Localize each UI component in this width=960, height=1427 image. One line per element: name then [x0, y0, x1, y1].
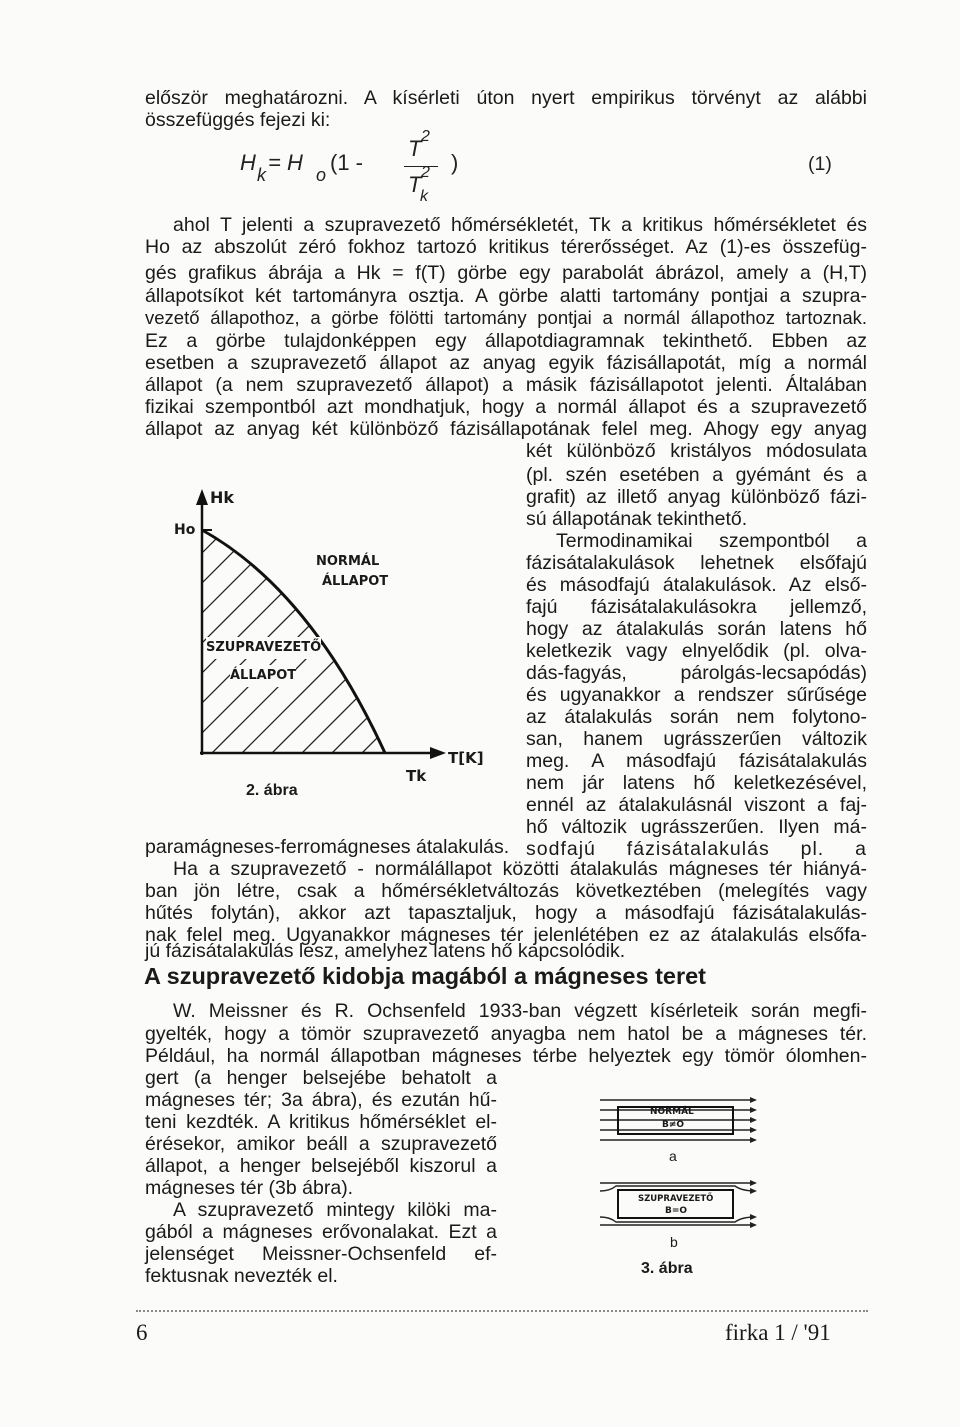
body-line-6: Ez a görbe tulajdonképpen egy állapotdiagramnak tekinthető. Ebben az	[145, 330, 867, 352]
right-line-8: fajú fázisátalakulásokra jellemző,	[526, 596, 867, 618]
right-line-14: san, hanem ugrásszerűen változik	[526, 728, 867, 750]
body-line-8: állapot (a nem szupravezető állapot) a másik fázisállapotot jelenti. Általában	[145, 374, 867, 396]
fig3-caption: 3. ábra	[641, 1260, 693, 1277]
fig2-x-label: T[K]	[448, 749, 484, 767]
intro-line-2: összefüggés fejezi ki:	[145, 109, 331, 131]
meissner-left-7: A szupravezető mintegy kilöki ma-	[173, 1199, 497, 1221]
formula-lhs-sub: k	[257, 165, 266, 185]
body-line-1: ahol T jelenti a szupravezető hőmérsékletét, Tk a kritikus hőmérsékletet és	[173, 214, 867, 236]
right-line-13: az átalakulás során nem folytono-	[526, 706, 867, 728]
meissner-left-8: gából a mágneses erővonalakat. Ezt a	[145, 1221, 497, 1243]
right-line-1: két különböző kristályos módosulata	[526, 440, 867, 462]
formula-number: (1)	[808, 153, 832, 175]
formula-den-sub: k	[420, 188, 428, 205]
right-line-9: hogy az átalakulás során latens hő	[526, 618, 867, 640]
right-line-7: és másodfajú átalakulások. Az első-	[526, 574, 867, 596]
fig3-b-label: SZUPRAVEZETŐ	[638, 1194, 714, 1204]
formula-numerator: T	[408, 136, 422, 161]
after-line-5: nak felel meg. Ugyanakkor mágneses tér jelenlétében ez az átalakulás elsőfa-	[145, 924, 867, 946]
after-line-3: ban jön létre, csak a hőmérsékletváltozás következtében (melegítés vagy	[145, 880, 867, 902]
meissner-left-10: fektusnak nevezték el.	[145, 1265, 338, 1287]
body-line-3: gés grafikus ábrája a Hk = f(T) görbe egy parabolát ábrázol, amely a (H,T)	[145, 262, 867, 284]
intro-line-1: először meghatározni. A kísérleti úton nyert empirikus törvényt az alábbi	[145, 87, 867, 109]
after-line-2: Ha a szupravezető - normálállapot közötti átalakulás mágneses tér hiányá-	[173, 858, 867, 880]
formula-paren-close: )	[451, 150, 459, 175]
body-line-4: állapotsíkot két tartományra osztja. A görbe alatti tartomány pontjai a szupra-	[145, 285, 867, 307]
right-line-19: sodfajú fázisátalakulás pl. a	[526, 838, 867, 860]
right-line-18: hő változik ugrásszerűen. Ilyen má-	[526, 816, 867, 838]
after-line-6: jú fázisátalakulás lesz, amelyhez latens hő kapcsolódik.	[145, 940, 626, 962]
formula-lhs: H	[240, 150, 256, 175]
figure-2	[170, 475, 510, 805]
formula-eq: = H	[268, 150, 303, 175]
section-heading: A szupravezető kidobja magából a mágneses teret	[144, 963, 707, 989]
fig3-b-letter: b	[670, 1234, 678, 1250]
formula-num-sup: 2	[421, 128, 430, 145]
label-backdrop	[330, 623, 358, 635]
right-line-5: Termodinamikai szempontból a	[556, 530, 867, 552]
fig2-tk-label: Tk	[406, 767, 427, 785]
right-line-11: dás-fagyás, párolgás-lecsapódás)	[526, 662, 867, 684]
fig2-h0-label: Ho	[174, 522, 196, 538]
footer-divider	[136, 1310, 868, 1312]
fig2-super-label-2: ÁLLAPOT	[230, 665, 296, 687]
fig2-normal-label-2: ÁLLAPOT	[322, 574, 389, 589]
after-line-1: paramágneses-ferromágneses átalakulás.	[145, 836, 510, 858]
meissner-line-3: Például, ha normál állapotban mágneses térbe helyeztek egy tömör ólomhen-	[145, 1045, 867, 1067]
fig3-a-field: B≠O	[662, 1120, 685, 1130]
fig3-a-label: NORMÁL	[650, 1107, 694, 1117]
fig2-normal-label-1: NORMÁL	[316, 554, 380, 569]
fig2-super-label-1: SZUPRAVEZETŐ	[206, 637, 321, 659]
right-line-15: meg. A másodfajú fázisátalakulás	[526, 750, 867, 772]
right-line-16: nem jár latens hő keletkezésével,	[526, 772, 867, 794]
formula-h0-sub: o	[316, 165, 327, 185]
meissner-left-6: mágneses tér (3b ábra).	[145, 1177, 354, 1199]
right-line-17: ennél az átalakulásnál viszont a faj-	[526, 794, 867, 816]
right-line-2: (pl. szén esetében a gyémánt és a	[526, 464, 867, 486]
right-line-4: sú állapotának tekinthető.	[526, 508, 748, 530]
meissner-left-2: mágneses tér; 3a ábra), és ezután hű-	[145, 1089, 497, 1111]
body-line-5: vezető állapothoz, a görbe fölötti tartomány pontjai a normál állapothoz tartoznak.	[145, 307, 867, 328]
right-line-10: keletkezik vagy elnyelődik (pl. olva-	[526, 640, 867, 662]
body-line-2: Ho az abszolút zéró fokhoz tartozó kritikus térerősséget. Az (1)-es összefüg-	[145, 236, 867, 258]
meissner-left-1: gert (a henger belsejébe behatolt a	[145, 1067, 497, 1089]
page-number: 6	[136, 1320, 148, 1345]
formula-den-sup: 2	[421, 164, 430, 181]
x-axis-arrow	[430, 747, 446, 759]
fig2-caption: 2. ábra	[246, 782, 298, 799]
body-line-9: fizikai szempontból azt mondhatjuk, hogy a normál állapot és a szupravezető	[145, 396, 867, 418]
meissner-line-1: W. Meissner és R. Ochsenfeld 1933-ban végzett kísérleteik során megfi-	[173, 1000, 867, 1022]
right-line-6: fázisátalakulások lehetnek elsőfajú	[526, 552, 867, 574]
fig3-b-field: B=O	[665, 1206, 688, 1216]
body-line-7: esetben a szupravezető állapot az anyag egyik fázisállapotát, míg a normál	[145, 352, 867, 374]
journal-issue: firka 1 / '91	[725, 1320, 831, 1345]
right-line-12: és ugyanakkor a rendszer sűrűsége	[526, 684, 867, 706]
meissner-left-9: jelenséget Meissner-Ochsenfeld ef-	[145, 1243, 497, 1265]
fig2-y-label: Hk	[210, 488, 235, 507]
right-line-3: grafit) az illető anyag különböző fázi-	[526, 486, 867, 508]
meissner-line-2: gyelték, hogy a tömör szupravezető anyagba nem hatol be a mágneses tér.	[145, 1023, 867, 1045]
field-arrows-a	[750, 1097, 757, 1143]
formula-paren-open: (1 -	[330, 150, 363, 175]
meissner-left-3: teni kezdték. A kritikus hőmérséklet el-	[145, 1111, 497, 1133]
formula-denominator: T	[408, 172, 422, 197]
figure-3	[590, 1090, 770, 1310]
y-axis-arrow	[196, 489, 208, 505]
meissner-left-5: állapot, a henger belsejéből kiszorul a	[145, 1155, 497, 1177]
body-line-10: állapot az anyag két különböző fázisállapotának felel meg. Ahogy egy anyag	[145, 418, 867, 440]
meissner-left-4: érésekor, amikor beáll a szupravezető	[145, 1133, 497, 1155]
after-line-4: hűtés folytán), akkor azt tapasztaljuk, hogy a másodfajú fázisátalakulás-	[145, 902, 867, 924]
fig3-a-letter: a	[669, 1148, 677, 1164]
field-arrows-b	[750, 1180, 757, 1228]
